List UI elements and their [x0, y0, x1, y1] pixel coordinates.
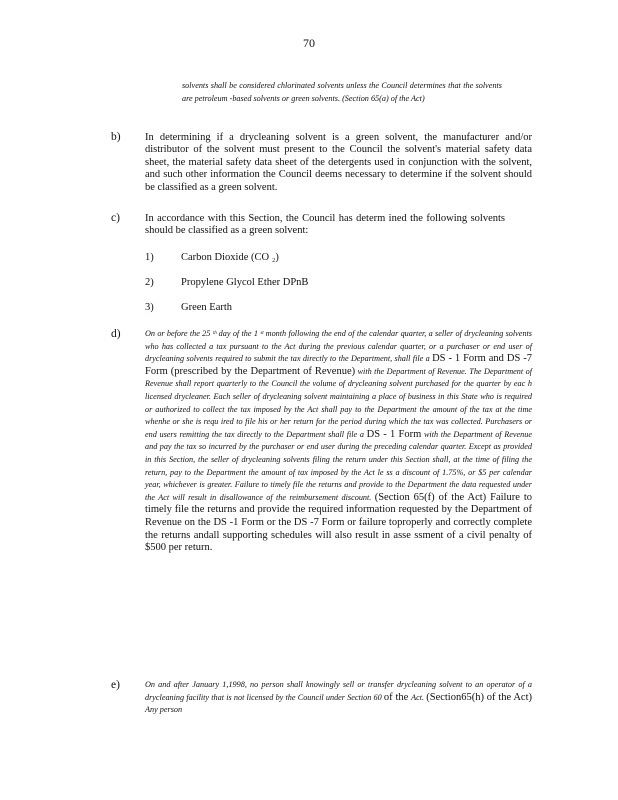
- section-label-b: b): [111, 131, 121, 143]
- form-reference: DS - 1 Form: [366, 428, 422, 440]
- list-item-number: 3): [145, 302, 154, 313]
- section-d-text: [145, 328, 532, 555]
- section-label-c: c): [111, 212, 120, 224]
- list-item: [145, 302, 232, 313]
- penalty-text: (Section 65(f) of the Act) Failure to timely file the returns and provide the required information requested by the Department of Revenue on the DS -1 Form or the DS -7 Form or failure toproperly and correctly complete the returns andall supporting schedules will also result in asse ssment of a civil penalty of $500 per return.: [145, 491, 532, 554]
- list-item-number: 2): [145, 277, 154, 288]
- text-run: with the Department of Revenue and pay the tax so incurred by the purchaser or end user during the preceding calendar quarter. Except as provided in this Section, the seller of drycleaning solvents filing the return under this Section shall, at the time of filing the return, pay to the Department the amount of tax imposed by the Act le ss a discount of 1.75%, or $5 per calendar year, whichever is greater. Failure to timely file the returns and provide to the Department the data requested under the Act will result in disallowance of the reimbursement discount.: [145, 429, 532, 502]
- text-run: Act.: [411, 692, 427, 702]
- section-label-e: e): [111, 679, 120, 691]
- list-item: [145, 277, 308, 288]
- citation: (Section65(h) of the Act): [426, 691, 532, 703]
- list-item-text: Propylene Glycol Ether DPnB: [181, 277, 309, 288]
- page-number: 70: [303, 36, 315, 50]
- list-item: [145, 252, 279, 263]
- text-run: On or before the 25 ᵗʰ day of the 1 ˢᵗ month following the end of the calendar quarter, a seller of drycleaning solvents who has collected a tax pursuant to the Act during the previous calendar quarter, or a purchaser or end user of drycleaning solvents required to submit the tax directly to the Department, shall file a: [145, 329, 532, 364]
- list-item-text: Carbon Dioxide (CO ₂): [181, 252, 279, 263]
- section-b-text: In determining if a drycleaning solvent is a green solvent, the manufacturer and/or distributor of the solvent must present to the Council the solvent's material safety data sheet, the material safety data sheet of the detergents used in conjunction with the solvent, and such other information the Council deems necessary to determine if the solvent should be classified as a green solvent.: [145, 132, 532, 193]
- section-label-d: d): [111, 328, 121, 340]
- list-item-number: 1): [145, 252, 154, 263]
- lead-in-paragraph: solvents shall be considered chlorinated solvents unless the Council determines that the solvents are petroleum -based solvents or green solvents. (Section 65(a) of the Act): [182, 81, 502, 103]
- text-run: On and after January 1,1998, no person shall knowingly sell or transfer drycleaning solvent to an operator of a drycleaning facility that is not licensed by the Council under Section 60: [145, 680, 532, 702]
- text-run: Any person: [145, 705, 183, 715]
- list-item-text: Green Earth: [181, 302, 233, 313]
- section-c-text: In accordance with this Section, the Council has determ ined the following solvents should be classified as a green solvent:: [145, 213, 505, 237]
- text-run: of the: [383, 691, 412, 703]
- text-run: with the Department of Revenue. The Department of Revenue shall report quarterly to the Council the volume of drycleaning solvent purchased for the quarter by eac h licensed drycleaner. Each seller of drycleaning solvent maintaining a place of business in this State who is required or authorized to collect the tax imposed by the Act shall pay to the Department the amount of the tax at the time whenhe or she is requ ired to file his or her return for the period during which the tax was collected. Purchasers or end users remitting the tax directly to the Department shall file a: [145, 366, 532, 439]
- form-reference: DS - 1 Form and DS -7 Form (prescribed by the Department of Revenue): [145, 353, 532, 377]
- section-e-text: [145, 679, 532, 717]
